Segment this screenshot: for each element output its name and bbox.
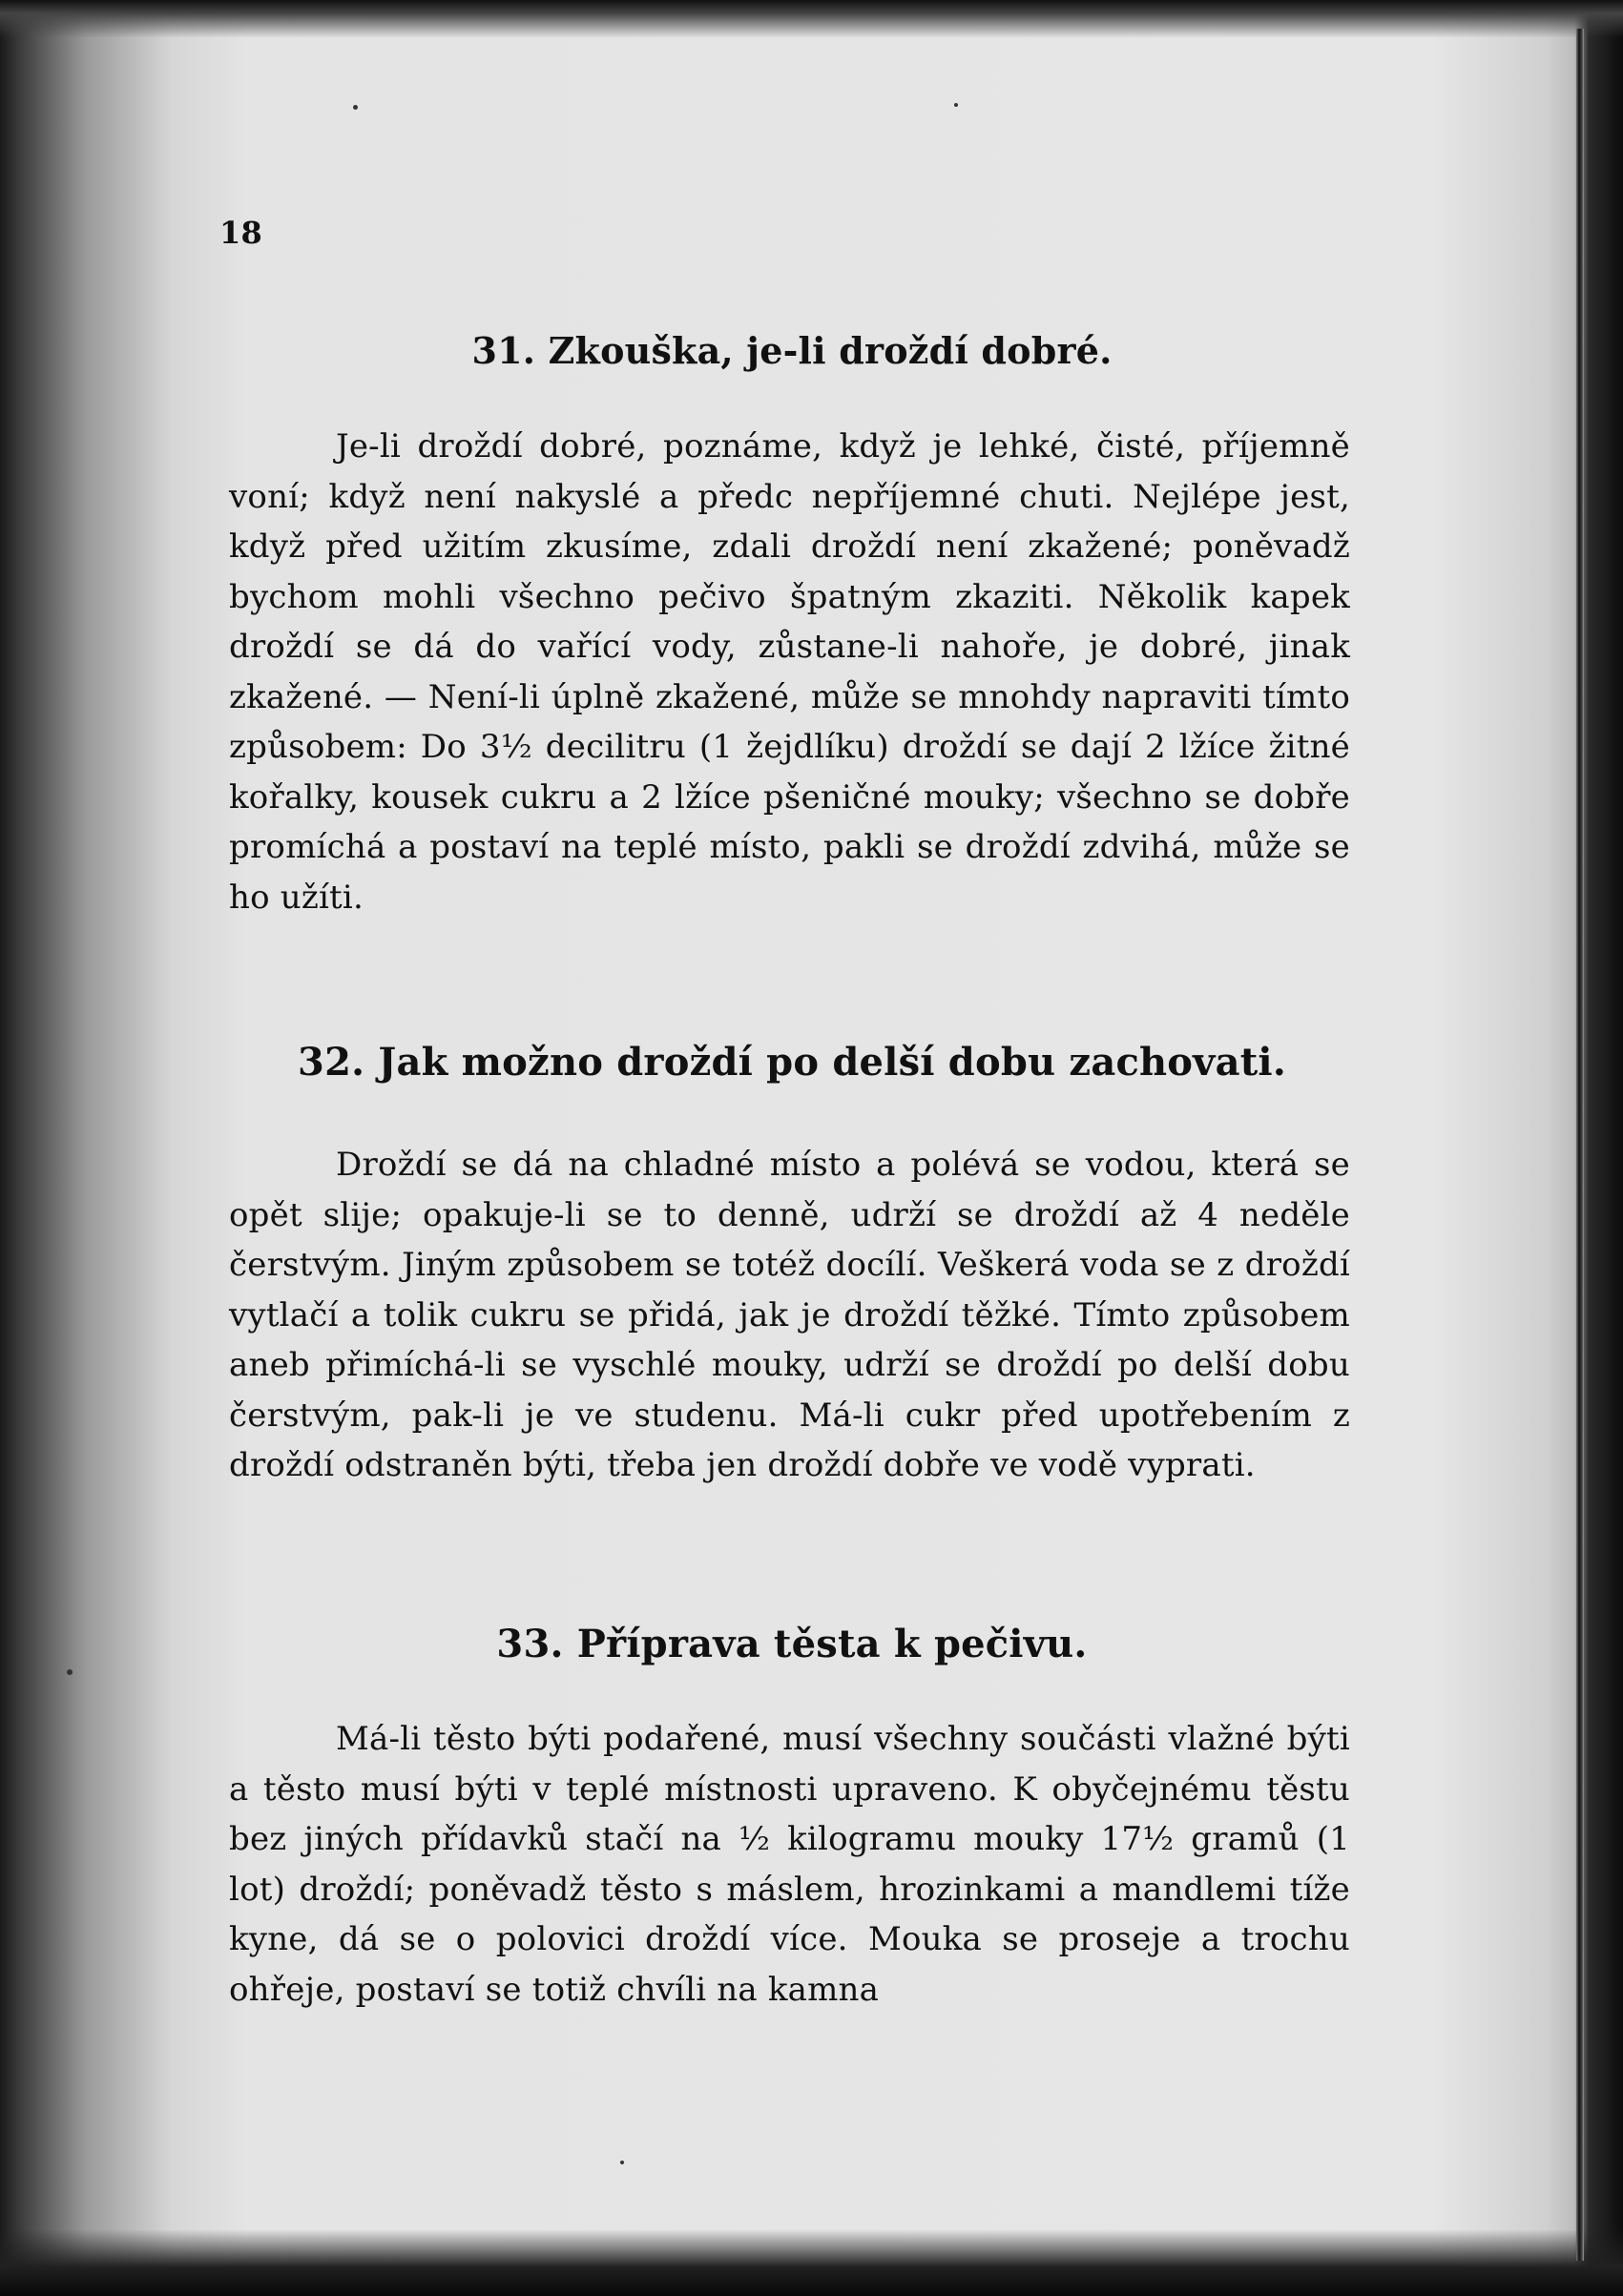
- page-number: 18: [219, 215, 262, 251]
- dust-speck: [67, 1669, 73, 1675]
- section-32-paragraph: Droždí se dá na chladné místo a polévá se vodou, která se opět slije; opakuje-li se to denně, udrží se droždí až 4 neděle čerstvým. Jiným způsobem se totéž docílí. Veškerá voda se z droždí vytlačí a tolik cukru se přidá, jak je droždí těžké. Tímto způsobem aneb přimíchá-li se vyschlé mouky, udrží se droždí po delší dobu čerstvým, pak-li je ve studenu. Má-li cukr před upotřebením z droždí odstraněn býti, třeba jen droždí dobře ve vodě vyprati.: [229, 1146, 1350, 1484]
- scan-top-shadow: [0, 0, 1623, 38]
- dust-speck: [954, 103, 958, 107]
- section-31-heading: 31. Zkouška, je-li droždí dobré.: [471, 329, 1113, 372]
- section-33-paragraph: Má-li těsto býti podařené, musí všechny součásti vlažné býti a těsto musí býti v teplé místnosti upraveno. K obyčejnému těstu bez jiných přídavků stačí na ½ kilogramu mouky 17½ gramů (1 lot) droždí; poněvadž těsto s máslem, hrozinkami a mandlemi tíže kyne, dá se o polovici droždí více. Mouka se proseje a trochu ohřeje, postaví se totiž chvíli na kamna: [229, 1720, 1350, 2009]
- dust-speck: [620, 2161, 624, 2164]
- dust-speck: [353, 105, 358, 110]
- scan-bottom-shadow: [0, 2229, 1623, 2296]
- binding-edge: [1576, 29, 1584, 2261]
- section-31-paragraph: Je-li droždí dobré, poznáme, když je lehké, čisté, příjemně voní; když není nakyslé a předc nepříjemné chuti. Nejlépe jest, když před užitím zkusíme, zdali droždí není zkažené; poněvadž bychom mohli všechno pečivo špatným zkaziti. Několik kapek droždí se dá do vařící vody, zůstane-li nahoře, je dobré, jinak zkažené. — Není-li úplně zkažené, může se mnohdy napraviti tímto způsobem: Do 3½ decilitru (1 žejdlíku) droždí se dají 2 lžíce žitné kořalky, kousek cukru a 2 lžíce pšeničné mouky; všechno se dobře promíchá a postaví na teplé místo, pakli se droždí zdvihá, může se ho užíti.: [229, 427, 1350, 917]
- section-32-heading: 32. Jak možno droždí po delší dobu zachovati.: [298, 1040, 1286, 1085]
- section-33-heading: 33. Příprava těsta k pečivu.: [496, 1622, 1088, 1666]
